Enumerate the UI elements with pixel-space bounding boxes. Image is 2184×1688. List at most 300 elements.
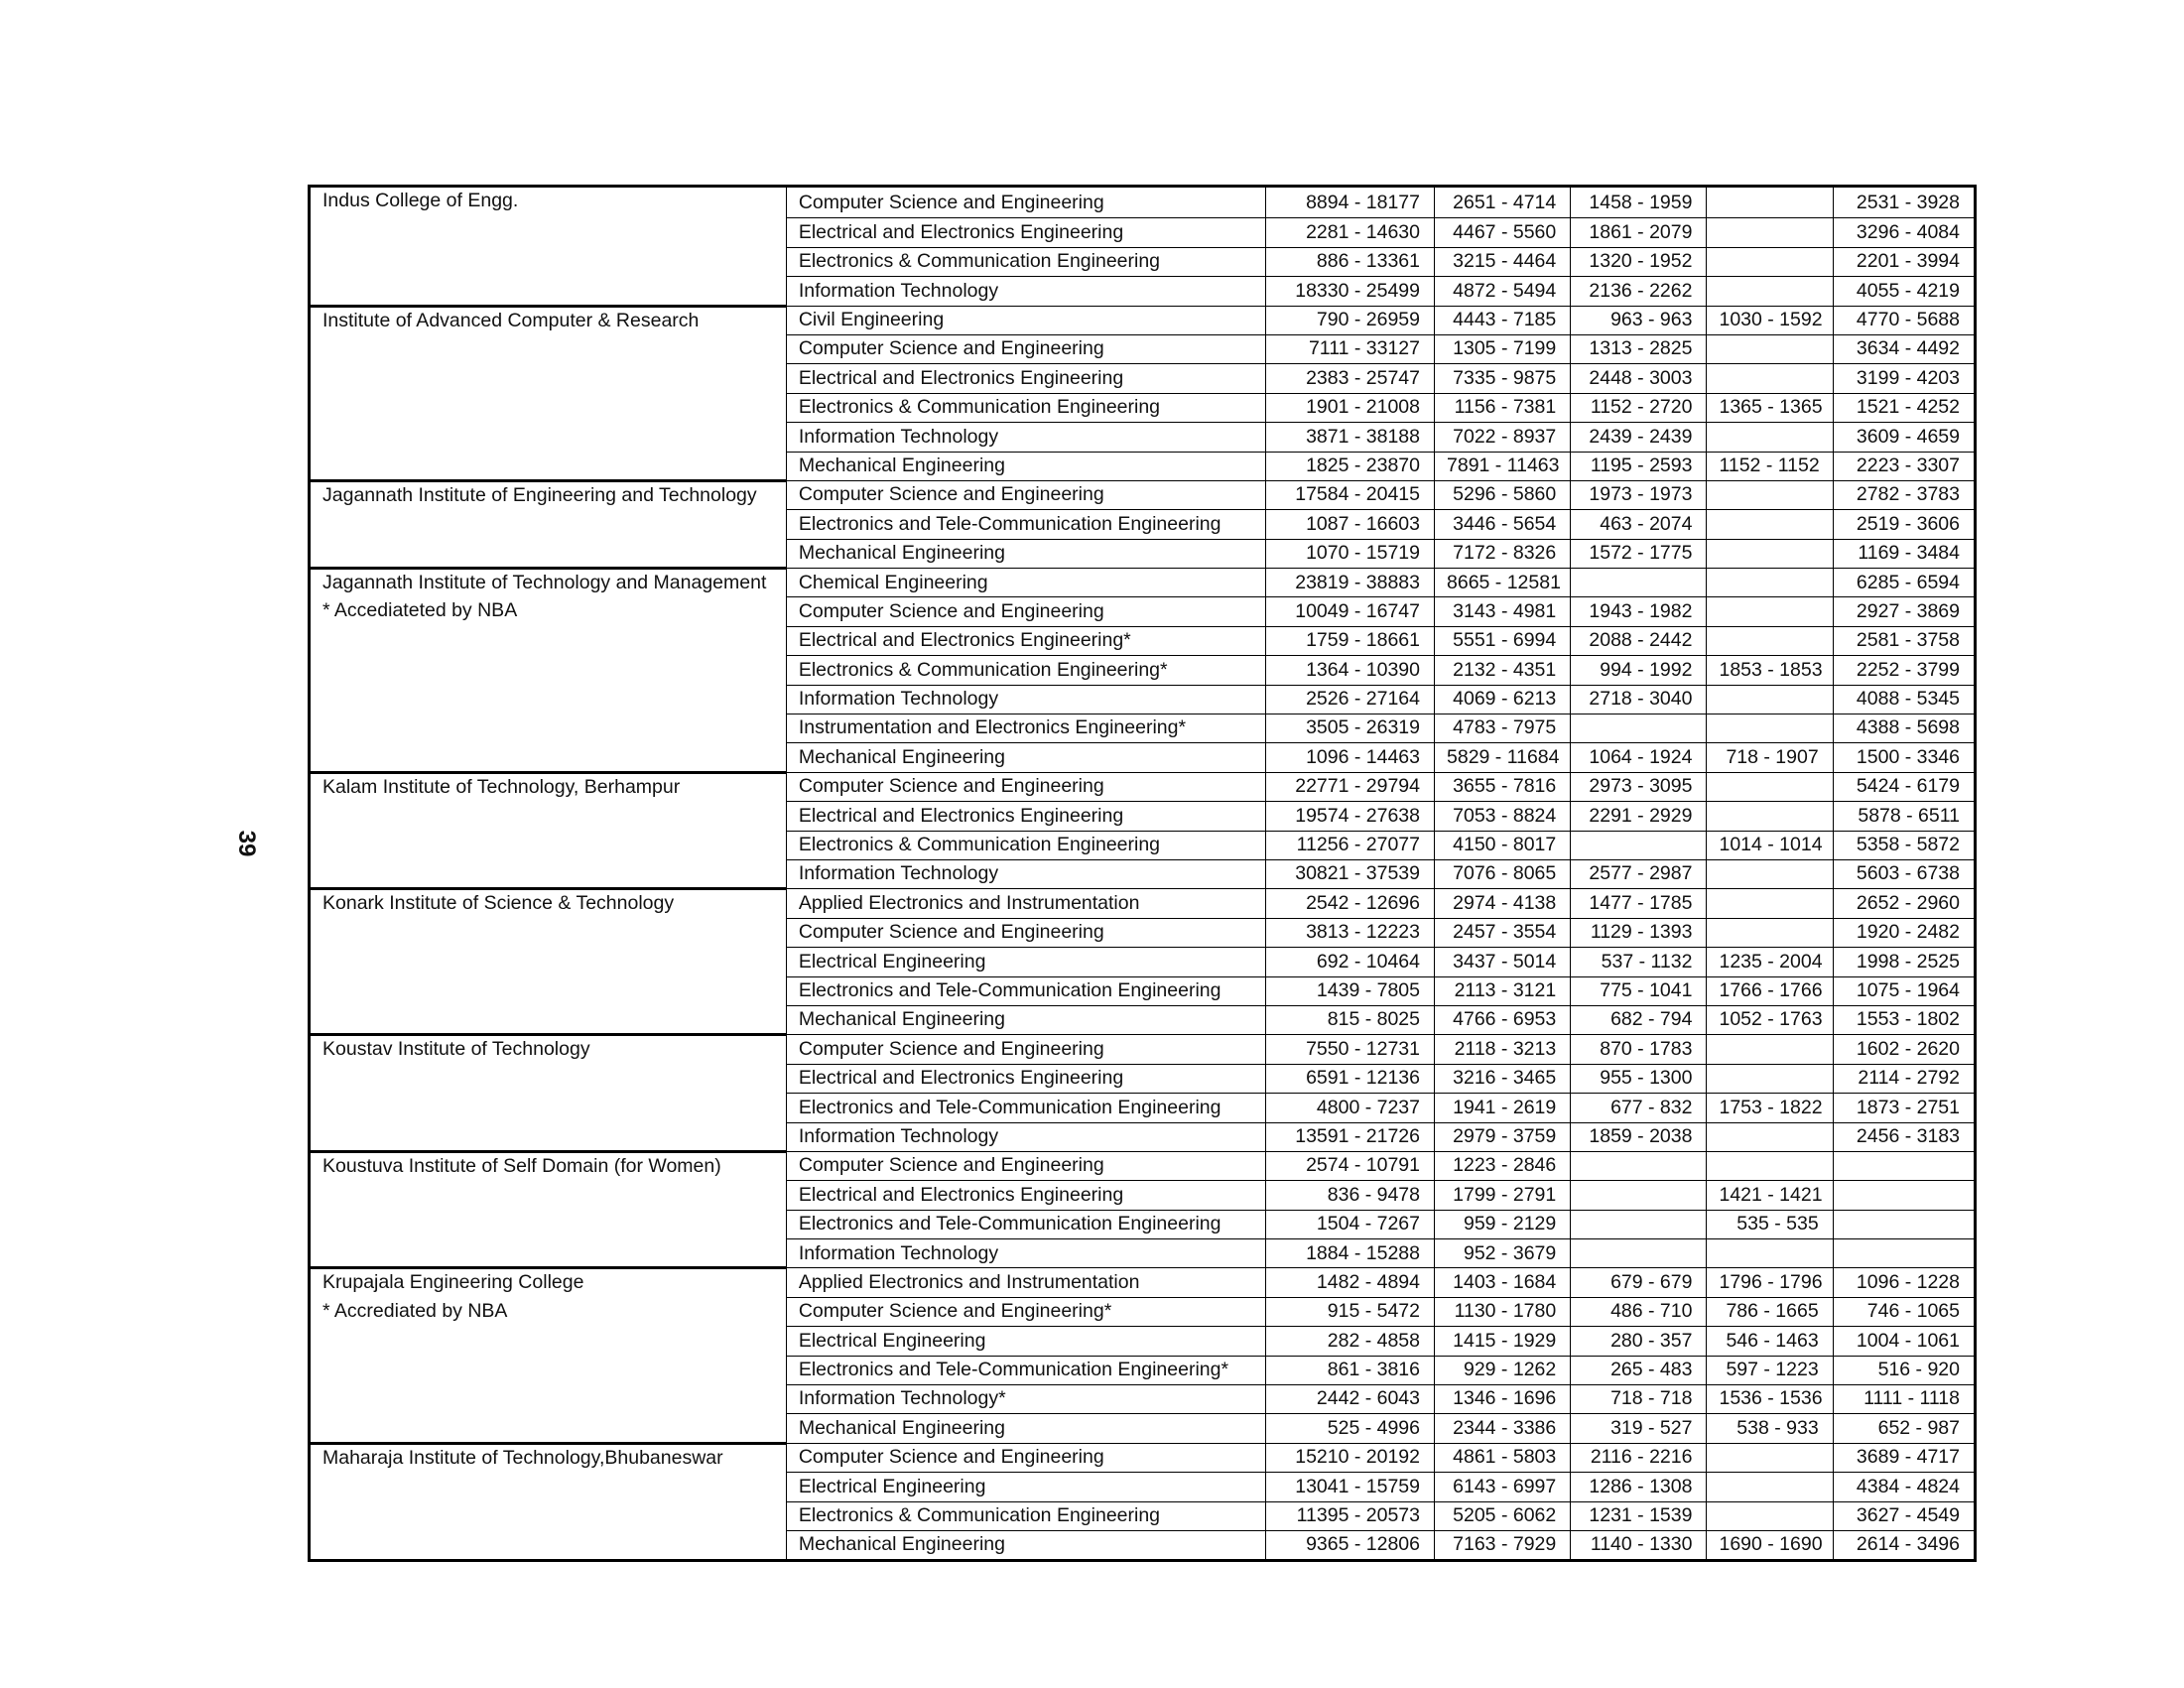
rank-range-cell: 2526 - 27164: [1265, 685, 1434, 714]
institute-name: Koustuva Institute of Self Domain (for Women): [322, 1154, 721, 1177]
rank-range-cell: 994 - 1992: [1571, 656, 1707, 685]
rank-range-cell: 538 - 933: [1707, 1414, 1833, 1443]
rank-range-cell: 1156 - 7381: [1435, 393, 1571, 422]
rank-range-cell: [1833, 1239, 1975, 1268]
rank-range-cell: 1482 - 4894: [1265, 1268, 1434, 1297]
table-row: [310, 569, 1976, 597]
rank-range-cell: 2457 - 3554: [1435, 918, 1571, 947]
branch-name: Electronics and Tele-Communication Engineering: [786, 1094, 1265, 1122]
rank-range-cell: 786 - 1665: [1707, 1297, 1833, 1326]
rank-range-cell: [1707, 1239, 1833, 1268]
rank-range-cell: 952 - 3679: [1435, 1239, 1571, 1268]
institute-name: Kalam Institute of Technology, Berhampur: [322, 775, 681, 798]
rank-range-cell: 4388 - 5698: [1833, 714, 1975, 743]
branch-name: Information Technology: [786, 423, 1265, 452]
rank-range-cell: 7163 - 7929: [1435, 1530, 1571, 1560]
branch-name: Information Technology: [786, 1122, 1265, 1151]
branch-name: Electrical and Electronics Engineering: [786, 1181, 1265, 1210]
rank-range-cell: [1707, 1473, 1833, 1501]
rank-range-cell: 1004 - 1061: [1833, 1327, 1975, 1356]
branch-name: Electronics and Tele-Communication Engineering: [786, 1210, 1265, 1238]
rank-range-cell: 1365 - 1365: [1707, 393, 1833, 422]
rank-range-cell: 4783 - 7975: [1435, 714, 1571, 743]
institute-name: Konark Institute of Science & Technology: [322, 892, 675, 915]
rank-range-cell: 3296 - 4084: [1833, 218, 1975, 247]
institute-note: * Accediateted by NBA: [322, 599, 518, 622]
rank-range-cell: 3655 - 7816: [1435, 772, 1571, 801]
rank-range-cell: 1439 - 7805: [1265, 976, 1434, 1005]
branch-name: Mechanical Engineering: [786, 1414, 1265, 1443]
rank-range-cell: 6285 - 6594: [1833, 569, 1975, 597]
rank-range-cell: 1521 - 4252: [1833, 393, 1975, 422]
rank-range-cell: 870 - 1783: [1571, 1035, 1707, 1064]
table-row: [310, 480, 1976, 509]
institute-name: Indus College of Engg.: [322, 190, 519, 211]
rank-range-cell: 1415 - 1929: [1435, 1327, 1571, 1356]
rank-range-cell: 1052 - 1763: [1707, 1005, 1833, 1034]
rank-range-cell: 718 - 718: [1571, 1385, 1707, 1414]
rank-range-cell: 2132 - 4351: [1435, 656, 1571, 685]
rank-range-cell: 1500 - 3346: [1833, 743, 1975, 772]
branch-name: Electrical Engineering: [786, 948, 1265, 976]
rank-range-cell: 955 - 1300: [1571, 1064, 1707, 1093]
rank-range-cell: 4055 - 4219: [1833, 277, 1975, 306]
rank-range-cell: 2344 - 3386: [1435, 1414, 1571, 1443]
rank-range-cell: 1096 - 14463: [1265, 743, 1434, 772]
rank-range-cell: [1707, 918, 1833, 947]
rank-range-cell: 1286 - 1308: [1571, 1473, 1707, 1501]
institute-name: Jagannath Institute of Engineering and Technology: [322, 483, 757, 506]
rank-range-cell: 2114 - 2792: [1833, 1064, 1975, 1093]
rank-range-cell: 486 - 710: [1571, 1297, 1707, 1326]
branch-name: Mechanical Engineering: [786, 452, 1265, 480]
rank-range-cell: 30821 - 37539: [1265, 859, 1434, 888]
table-row: [310, 889, 1976, 918]
rank-range-cell: 3609 - 4659: [1833, 423, 1975, 452]
rank-range-cell: [1707, 1151, 1833, 1180]
rank-range-cell: 2088 - 2442: [1571, 626, 1707, 655]
rank-range-cell: 19574 - 27638: [1265, 802, 1434, 831]
rank-range-cell: 11395 - 20573: [1265, 1501, 1434, 1530]
rank-range-cell: 4766 - 6953: [1435, 1005, 1571, 1034]
rank-range-cell: 1320 - 1952: [1571, 247, 1707, 276]
rank-range-cell: 652 - 987: [1833, 1414, 1975, 1443]
rank-range-cell: 3634 - 4492: [1833, 334, 1975, 363]
rank-range-cell: [1833, 1210, 1975, 1238]
branch-name: Electrical Engineering: [786, 1327, 1265, 1356]
rank-range-cell: [1707, 1122, 1833, 1151]
rank-range-cell: 1231 - 1539: [1571, 1501, 1707, 1530]
institute-name: Krupajala Engineering College: [322, 1271, 584, 1294]
rank-range-cell: 1169 - 3484: [1833, 539, 1975, 568]
rank-range-cell: 1403 - 1684: [1435, 1268, 1571, 1297]
rank-range-cell: 525 - 4996: [1265, 1414, 1434, 1443]
table-row: [310, 1268, 1976, 1297]
rank-range-cell: 4800 - 7237: [1265, 1094, 1434, 1122]
table-row: [310, 306, 1976, 334]
rank-range-cell: 1973 - 1973: [1571, 480, 1707, 509]
rank-range-cell: [1571, 714, 1707, 743]
rank-range-cell: 546 - 1463: [1707, 1327, 1833, 1356]
rank-range-cell: 22771 - 29794: [1265, 772, 1434, 801]
branch-name: Computer Science and Engineering*: [786, 1297, 1265, 1326]
rank-range-cell: 7891 - 11463: [1435, 452, 1571, 480]
branch-name: Computer Science and Engineering: [786, 1035, 1265, 1064]
rank-range-cell: 1421 - 1421: [1707, 1181, 1833, 1210]
institute-note: * Accrediated by NBA: [322, 1299, 508, 1322]
rank-range-cell: [1707, 714, 1833, 743]
institute-cell: [310, 569, 787, 773]
rank-range-cell: 7022 - 8937: [1435, 423, 1571, 452]
page-number: 39: [233, 830, 260, 857]
branch-name: Information Technology*: [786, 1385, 1265, 1414]
rank-range-cell: 775 - 1041: [1571, 976, 1707, 1005]
rank-range-cell: 1129 - 1393: [1571, 918, 1707, 947]
rank-range-cell: [1707, 1443, 1833, 1472]
rank-range-cell: [1571, 1210, 1707, 1238]
rank-range-cell: 677 - 832: [1571, 1094, 1707, 1122]
branch-name: Computer Science and Engineering: [786, 918, 1265, 947]
rank-range-cell: 5603 - 6738: [1833, 859, 1975, 888]
rank-range-cell: 3627 - 4549: [1833, 1501, 1975, 1530]
rank-range-cell: 7172 - 8326: [1435, 539, 1571, 568]
rank-range-cell: 2252 - 3799: [1833, 656, 1975, 685]
rank-range-cell: 2456 - 3183: [1833, 1122, 1975, 1151]
rank-range-cell: 1030 - 1592: [1707, 306, 1833, 334]
rank-range-cell: 8665 - 12581: [1435, 569, 1571, 597]
branch-name: Electronics & Communication Engineering: [786, 1501, 1265, 1530]
rank-range-cell: 1346 - 1696: [1435, 1385, 1571, 1414]
branch-name: Electronics & Communication Engineering: [786, 247, 1265, 276]
rank-range-cell: 13041 - 15759: [1265, 1473, 1434, 1501]
rank-range-cell: 23819 - 38883: [1265, 569, 1434, 597]
rank-range-cell: [1707, 685, 1833, 714]
rank-range-cell: 3216 - 3465: [1435, 1064, 1571, 1093]
rank-range-cell: 1941 - 2619: [1435, 1094, 1571, 1122]
rank-range-cell: 11256 - 27077: [1265, 831, 1434, 859]
rank-range-cell: 7335 - 9875: [1435, 364, 1571, 393]
institute-name: Maharaja Institute of Technology,Bhubaneswar: [322, 1446, 723, 1469]
rank-range-cell: [1707, 334, 1833, 363]
rank-range-cell: 1796 - 1796: [1707, 1268, 1833, 1297]
rank-range-cell: 929 - 1262: [1435, 1356, 1571, 1384]
rank-range-cell: 5551 - 6994: [1435, 626, 1571, 655]
rank-range-cell: 3446 - 5654: [1435, 510, 1571, 539]
table-row: [310, 187, 1976, 218]
rank-range-cell: 7076 - 8065: [1435, 859, 1571, 888]
rank-range-cell: 2448 - 3003: [1571, 364, 1707, 393]
rank-range-cell: 4872 - 5494: [1435, 277, 1571, 306]
rank-range-cell: 915 - 5472: [1265, 1297, 1434, 1326]
branch-name: Electrical and Electronics Engineering: [786, 218, 1265, 247]
rank-range-cell: 5829 - 11684: [1435, 743, 1571, 772]
rank-range-cell: 2113 - 3121: [1435, 976, 1571, 1005]
rank-range-cell: 4384 - 4824: [1833, 1473, 1975, 1501]
rank-range-cell: 282 - 4858: [1265, 1327, 1434, 1356]
rank-range-cell: 963 - 963: [1571, 306, 1707, 334]
rank-range-cell: [1707, 510, 1833, 539]
institute-cell: [310, 187, 787, 307]
branch-name: Computer Science and Engineering: [786, 480, 1265, 509]
rank-range-cell: 5296 - 5860: [1435, 480, 1571, 509]
branch-name: Computer Science and Engineering: [786, 334, 1265, 363]
rank-range-cell: 1087 - 16603: [1265, 510, 1434, 539]
rank-range-cell: [1833, 1151, 1975, 1180]
rank-range-cell: 1690 - 1690: [1707, 1530, 1833, 1560]
rank-range-cell: 4443 - 7185: [1435, 306, 1571, 334]
rank-range-cell: 2979 - 3759: [1435, 1122, 1571, 1151]
branch-name: Electrical and Electronics Engineering: [786, 364, 1265, 393]
rank-range-cell: 4467 - 5560: [1435, 218, 1571, 247]
rank-range-cell: 790 - 26959: [1265, 306, 1434, 334]
rank-range-cell: 1884 - 15288: [1265, 1239, 1434, 1268]
institute-cell: [310, 1443, 787, 1561]
rank-range-cell: 2574 - 10791: [1265, 1151, 1434, 1180]
rank-range-cell: [1707, 626, 1833, 655]
rank-range-cell: 10049 - 16747: [1265, 597, 1434, 626]
rank-range-cell: 1096 - 1228: [1833, 1268, 1975, 1297]
rank-range-cell: 1070 - 15719: [1265, 539, 1434, 568]
rank-range-cell: 5205 - 6062: [1435, 1501, 1571, 1530]
rank-range-cell: [1707, 569, 1833, 597]
rank-range-cell: 8894 - 18177: [1265, 187, 1434, 218]
rank-range-cell: 1753 - 1822: [1707, 1094, 1833, 1122]
rank-range-cell: 1140 - 1330: [1571, 1530, 1707, 1560]
rank-range-cell: 1458 - 1959: [1571, 187, 1707, 218]
branch-name: Applied Electronics and Instrumentation: [786, 1268, 1265, 1297]
rank-range-cell: 1602 - 2620: [1833, 1035, 1975, 1064]
rank-range-cell: 1014 - 1014: [1707, 831, 1833, 859]
branch-name: Electronics & Communication Engineering*: [786, 656, 1265, 685]
branch-name: Electronics and Tele-Communication Engineering: [786, 976, 1265, 1005]
rank-range-cell: [1571, 1151, 1707, 1180]
branch-name: Information Technology: [786, 1239, 1265, 1268]
rank-range-cell: 2519 - 3606: [1833, 510, 1975, 539]
rank-range-cell: 1861 - 2079: [1571, 218, 1707, 247]
rank-range-cell: 1853 - 1853: [1707, 656, 1833, 685]
rank-range-cell: 2136 - 2262: [1571, 277, 1707, 306]
institute-cell: [310, 772, 787, 889]
rank-range-cell: 3199 - 4203: [1833, 364, 1975, 393]
branch-name: Computer Science and Engineering: [786, 597, 1265, 626]
rank-range-cell: 3813 - 12223: [1265, 918, 1434, 947]
rank-range-cell: 463 - 2074: [1571, 510, 1707, 539]
rank-range-cell: 319 - 527: [1571, 1414, 1707, 1443]
rank-range-cell: 1075 - 1964: [1833, 976, 1975, 1005]
rank-range-cell: [1707, 539, 1833, 568]
admission-rank-table: [308, 185, 1977, 1562]
rank-range-cell: 2652 - 2960: [1833, 889, 1975, 918]
rank-range-cell: 1873 - 2751: [1833, 1094, 1975, 1122]
rank-range-cell: 2782 - 3783: [1833, 480, 1975, 509]
rank-range-cell: 959 - 2129: [1435, 1210, 1571, 1238]
rank-range-cell: [1571, 569, 1707, 597]
rank-range-cell: [1707, 597, 1833, 626]
rank-range-cell: 3505 - 26319: [1265, 714, 1434, 743]
rank-range-cell: 1901 - 21008: [1265, 393, 1434, 422]
rank-range-cell: 2581 - 3758: [1833, 626, 1975, 655]
institute-cell: [310, 306, 787, 480]
branch-name: Information Technology: [786, 859, 1265, 888]
rank-range-cell: 679 - 679: [1571, 1268, 1707, 1297]
rank-range-cell: 2223 - 3307: [1833, 452, 1975, 480]
table-row: [310, 1151, 1976, 1180]
table-row: [310, 1443, 1976, 1472]
rank-range-cell: 1313 - 2825: [1571, 334, 1707, 363]
rank-range-cell: 1536 - 1536: [1707, 1385, 1833, 1414]
rank-range-cell: 2927 - 3869: [1833, 597, 1975, 626]
branch-name: Chemical Engineering: [786, 569, 1265, 597]
rank-range-cell: 5878 - 6511: [1833, 802, 1975, 831]
branch-name: Information Technology: [786, 277, 1265, 306]
rank-range-cell: 17584 - 20415: [1265, 480, 1434, 509]
rank-range-cell: [1707, 1035, 1833, 1064]
branch-name: Computer Science and Engineering: [786, 187, 1265, 218]
rank-range-cell: 682 - 794: [1571, 1005, 1707, 1034]
branch-name: Electrical Engineering: [786, 1473, 1265, 1501]
rank-range-cell: 15210 - 20192: [1265, 1443, 1434, 1472]
rank-range-cell: 1223 - 2846: [1435, 1151, 1571, 1180]
rank-range-cell: [1707, 802, 1833, 831]
rank-range-cell: 5424 - 6179: [1833, 772, 1975, 801]
institute-cell: [310, 1151, 787, 1268]
rank-range-cell: 2973 - 3095: [1571, 772, 1707, 801]
branch-name: Electronics and Tele-Communication Engineering: [786, 510, 1265, 539]
rank-range-cell: 1766 - 1766: [1707, 976, 1833, 1005]
rank-range-cell: 2651 - 4714: [1435, 187, 1571, 218]
rank-range-cell: 6591 - 12136: [1265, 1064, 1434, 1093]
rank-range-cell: 1305 - 7199: [1435, 334, 1571, 363]
rank-range-cell: 4069 - 6213: [1435, 685, 1571, 714]
rank-range-cell: 1111 - 1118: [1833, 1385, 1975, 1414]
rank-range-cell: 1152 - 2720: [1571, 393, 1707, 422]
rank-range-cell: [1571, 1239, 1707, 1268]
rank-range-cell: 2974 - 4138: [1435, 889, 1571, 918]
rank-range-cell: [1707, 247, 1833, 276]
rank-range-cell: [1707, 364, 1833, 393]
rank-range-cell: 2614 - 3496: [1833, 1530, 1975, 1560]
rank-range-cell: 815 - 8025: [1265, 1005, 1434, 1034]
rank-range-cell: 7550 - 12731: [1265, 1035, 1434, 1064]
branch-name: Applied Electronics and Instrumentation: [786, 889, 1265, 918]
rank-range-cell: 861 - 3816: [1265, 1356, 1434, 1384]
rank-range-cell: 1553 - 1802: [1833, 1005, 1975, 1034]
rank-range-cell: [1707, 889, 1833, 918]
rank-range-cell: 2383 - 25747: [1265, 364, 1434, 393]
branch-name: Electrical and Electronics Engineering*: [786, 626, 1265, 655]
rank-range-cell: [1707, 772, 1833, 801]
rank-range-cell: [1707, 1501, 1833, 1530]
rank-range-cell: 1152 - 1152: [1707, 452, 1833, 480]
rank-range-cell: 2118 - 3213: [1435, 1035, 1571, 1064]
rank-range-cell: 597 - 1223: [1707, 1356, 1833, 1384]
rank-range-cell: 2577 - 2987: [1571, 859, 1707, 888]
rank-range-cell: 7111 - 33127: [1265, 334, 1434, 363]
branch-name: Mechanical Engineering: [786, 1530, 1265, 1560]
rank-range-cell: 2116 - 2216: [1571, 1443, 1707, 1472]
branch-name: Computer Science and Engineering: [786, 1151, 1265, 1180]
branch-name: Civil Engineering: [786, 306, 1265, 334]
institute-cell: [310, 480, 787, 568]
institute-cell: [310, 1268, 787, 1443]
rank-range-cell: 5358 - 5872: [1833, 831, 1975, 859]
rank-range-cell: 886 - 13361: [1265, 247, 1434, 276]
rank-range-cell: 836 - 9478: [1265, 1181, 1434, 1210]
rank-range-cell: 7053 - 8824: [1435, 802, 1571, 831]
branch-name: Electronics and Tele-Communication Engineering*: [786, 1356, 1265, 1384]
rank-range-cell: 1364 - 10390: [1265, 656, 1434, 685]
branch-name: Mechanical Engineering: [786, 539, 1265, 568]
rank-range-cell: [1707, 423, 1833, 452]
rank-range-cell: 746 - 1065: [1833, 1297, 1975, 1326]
rank-range-cell: 2718 - 3040: [1571, 685, 1707, 714]
branch-name: Mechanical Engineering: [786, 1005, 1265, 1034]
rank-range-cell: [1571, 831, 1707, 859]
rank-range-cell: 1859 - 2038: [1571, 1122, 1707, 1151]
rank-range-cell: [1571, 1181, 1707, 1210]
rank-range-cell: [1707, 1064, 1833, 1093]
rank-range-cell: 1064 - 1924: [1571, 743, 1707, 772]
institute-cell: [310, 889, 787, 1035]
branch-name: Computer Science and Engineering: [786, 1443, 1265, 1472]
rank-range-cell: 1998 - 2525: [1833, 948, 1975, 976]
rank-range-cell: 1130 - 1780: [1435, 1297, 1571, 1326]
rank-range-cell: 1825 - 23870: [1265, 452, 1434, 480]
rank-range-cell: 2291 - 2929: [1571, 802, 1707, 831]
rank-range-cell: 535 - 535: [1707, 1210, 1833, 1238]
rank-range-cell: 3215 - 4464: [1435, 247, 1571, 276]
rank-range-cell: 1504 - 7267: [1265, 1210, 1434, 1238]
rank-range-cell: 3871 - 38188: [1265, 423, 1434, 452]
rank-range-cell: 280 - 357: [1571, 1327, 1707, 1356]
branch-name: Electrical and Electronics Engineering: [786, 1064, 1265, 1093]
branch-name: Electronics & Communication Engineering: [786, 831, 1265, 859]
rank-range-cell: 265 - 483: [1571, 1356, 1707, 1384]
institute-name: Koustav Institute of Technology: [322, 1038, 590, 1061]
rank-range-cell: 1195 - 2593: [1571, 452, 1707, 480]
rank-range-cell: 1799 - 2791: [1435, 1181, 1571, 1210]
rank-range-cell: [1707, 859, 1833, 888]
branch-name: Information Technology: [786, 685, 1265, 714]
rank-range-cell: 6143 - 6997: [1435, 1473, 1571, 1501]
institute-cell: [310, 1035, 787, 1152]
rank-range-cell: 4150 - 8017: [1435, 831, 1571, 859]
institute-name: Institute of Advanced Computer & Research: [322, 309, 700, 331]
rank-range-cell: 1759 - 18661: [1265, 626, 1434, 655]
rank-range-cell: 2281 - 14630: [1265, 218, 1434, 247]
rank-range-cell: 2542 - 12696: [1265, 889, 1434, 918]
rank-range-cell: 1572 - 1775: [1571, 539, 1707, 568]
branch-name: Electrical and Electronics Engineering: [786, 802, 1265, 831]
rank-range-cell: 1477 - 1785: [1571, 889, 1707, 918]
rank-range-cell: 692 - 10464: [1265, 948, 1434, 976]
rank-range-cell: [1707, 187, 1833, 218]
rank-range-cell: 2531 - 3928: [1833, 187, 1975, 218]
rank-range-cell: 13591 - 21726: [1265, 1122, 1434, 1151]
rank-range-cell: 3689 - 4717: [1833, 1443, 1975, 1472]
rank-range-cell: 4861 - 5803: [1435, 1443, 1571, 1472]
rank-range-cell: 3143 - 4981: [1435, 597, 1571, 626]
rank-range-cell: 2442 - 6043: [1265, 1385, 1434, 1414]
rank-range-cell: [1707, 218, 1833, 247]
rank-range-cell: 18330 - 25499: [1265, 277, 1434, 306]
branch-name: Instrumentation and Electronics Engineering*: [786, 714, 1265, 743]
rank-range-cell: [1833, 1181, 1975, 1210]
rank-range-cell: 2201 - 3994: [1833, 247, 1975, 276]
table-row: [310, 1035, 1976, 1064]
branch-name: Electronics & Communication Engineering: [786, 393, 1265, 422]
rank-range-cell: 537 - 1132: [1571, 948, 1707, 976]
